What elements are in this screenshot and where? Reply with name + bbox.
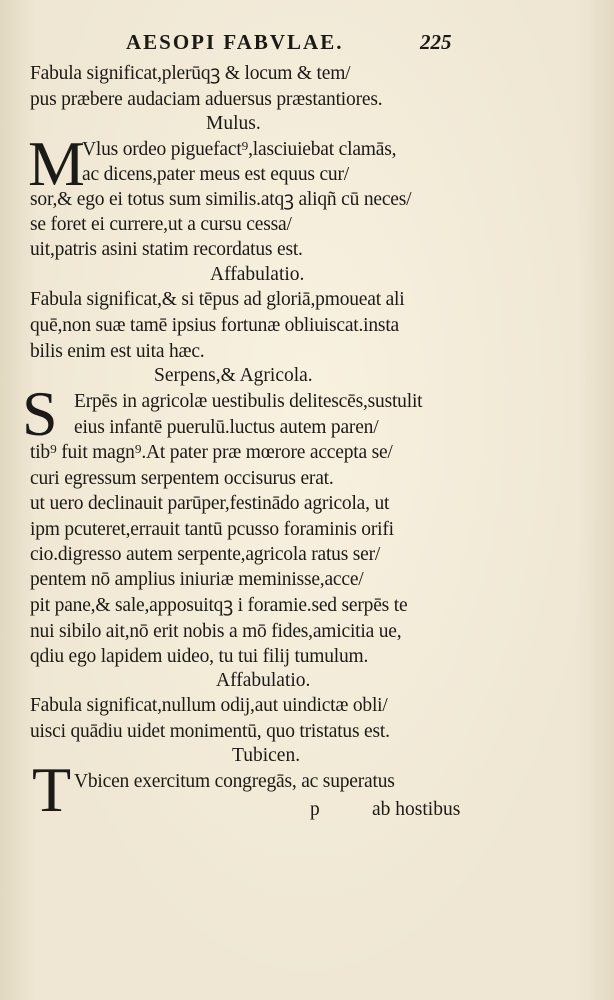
text-line: cio.digresso autem serpente,agricola ratus ser/ [30,544,381,565]
text-line: se foret ei currere,ut a cursu cessa/ [30,214,292,235]
text-line: pit pane,& sale,apposuitqꝫ i foramie.sed serpēs te [30,595,408,616]
running-title: AESOPI FABVLAE. [126,30,344,54]
text-line: quē,non suæ tamē ipsius fortunæ obliuiscat.insta [30,315,399,336]
text-line: Fabula significat,nullum odij,aut uindictæ obli/ [30,695,388,716]
text-line: bilis enim est uita hæc. [30,341,205,362]
drop-initial-m: M [28,128,85,199]
signature-mark: p [310,799,320,820]
text-line: ac dicens,pater meus est equus cur/ [82,164,349,185]
drop-initial-s: S [22,378,58,449]
text-line: Fabula significat,& si tēpus ad gloriā,pmoueat ali [30,289,405,310]
text-line: tib⁹ fuit magn⁹.At pater præ mœrore accepta se/ [30,442,393,463]
page-number: 225 [420,30,452,54]
text-line: pus præbere audaciam aduersus præstantiores. [30,89,383,110]
text-line: ut uero declinauit parūper,festinādo agricola, ut [30,493,390,514]
drop-initial-t: T [32,754,72,825]
text-line: pentem nō amplius iniuriæ meminisse,acce/ [30,569,364,590]
catchword: ab hostibus [372,799,461,820]
text-line: Erpēs in agricolæ uestibulis delitescēs,sustulit [74,391,423,412]
fable-title-serpens: Serpens,& Agricola. [154,365,313,386]
text-line: sor,& ego ei totus sum similis.atqꝫ aliqñ cū neces/ [30,189,412,210]
text-line: Vbicen exercitum congregās, ac superatus [74,771,395,792]
text-line: uisci quādiu uidet monimentū, quo tristatus est. [30,721,390,742]
text-line: Vlus ordeo piguefact⁹,lasciuiebat clamās, [82,139,397,160]
text-line: Fabula significat,plerūqꝫ & locum & tem/ [30,63,351,84]
moral-title: Affabulatio. [210,264,305,285]
fable-title-tubicen: Tubicen. [232,745,301,766]
text-line: nui sibilo ait,nō erit nobis a mō fides,amicitia ue, [30,621,402,642]
text-line: ipm pcuteret,errauit tantū pcusso foraminis orifi [30,519,394,540]
text-line: eius infantē puerulū.luctus autem paren/ [74,417,379,438]
fable-title-mulus: Mulus. [206,113,261,134]
text-line: uit,patris asini statim recordatus est. [30,239,303,260]
text-line: qdiu ego lapidem uideo, tu tui filij tumulum. [30,646,369,667]
moral-title: Affabulatio. [216,670,311,691]
text-line: curi egressum serpentem occisurus erat. [30,468,334,489]
